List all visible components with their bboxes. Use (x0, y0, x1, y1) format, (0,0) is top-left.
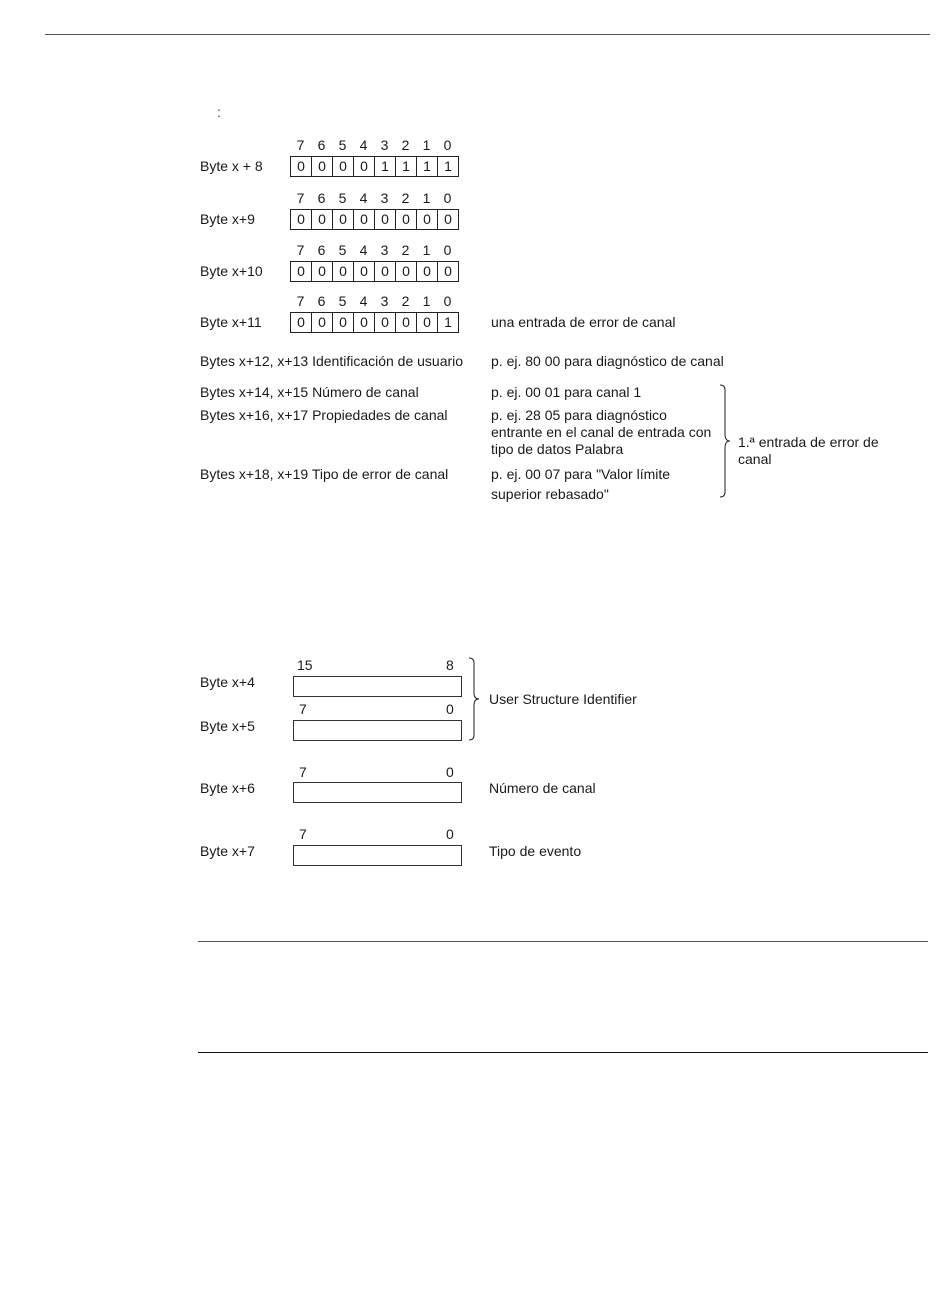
bit-cell: 1 (417, 157, 438, 176)
bit-number: 4 (359, 293, 368, 309)
bit-number: 7 (299, 701, 307, 717)
field-desc: superior rebasado" (491, 486, 609, 502)
bit-cell: 0 (291, 313, 312, 332)
byte-note: Tipo de evento (489, 843, 582, 859)
right-brace-icon (718, 384, 732, 498)
bit-header-row (290, 293, 458, 309)
bit-number: 2 (401, 190, 410, 206)
bit-number: 8 (446, 657, 454, 673)
byte-field-box (293, 676, 462, 697)
bit-grid (290, 209, 459, 230)
bit-number: 5 (338, 242, 347, 258)
field-desc: p. ej. 00 07 para "Valor límite (491, 466, 671, 482)
bit-number: 7 (296, 242, 305, 258)
bit-cell: 0 (291, 157, 312, 176)
brace-label: canal (738, 451, 772, 467)
bit-number: 3 (380, 293, 389, 309)
bit-cell: 0 (354, 313, 375, 332)
bit-number: 0 (443, 293, 452, 309)
bit-number: 2 (401, 242, 410, 258)
bit-number: 2 (401, 137, 410, 153)
bit-cell: 0 (291, 262, 312, 281)
section-divider (198, 941, 928, 942)
bit-cell: 0 (417, 262, 438, 281)
field-desc: tipo de datos Palabra (491, 441, 624, 457)
bit-number: 2 (401, 293, 410, 309)
byte-label: Byte x+10 (200, 263, 263, 279)
bit-number: 6 (317, 137, 326, 153)
bit-cell: 1 (444, 158, 452, 174)
brace-label: 1.ª entrada de error de (738, 434, 879, 450)
byte-note: una entrada de error de canal (491, 314, 676, 330)
bit-cell: 0 (417, 210, 438, 229)
bit-number: 5 (338, 293, 347, 309)
bit-grid (290, 261, 459, 282)
bit-number: 5 (338, 137, 347, 153)
field-label: Bytes x+14, x+15 Número de canal (200, 384, 419, 400)
byte-field-box (293, 720, 462, 741)
byte-field-box (293, 782, 462, 803)
bit-number: 0 (446, 701, 454, 717)
bit-number: 4 (359, 137, 368, 153)
bit-cell: 0 (333, 313, 354, 332)
byte-note: Número de canal (489, 780, 596, 796)
bit-number: 0 (443, 190, 452, 206)
bit-cell: 0 (375, 262, 396, 281)
bit-number: 5 (338, 190, 347, 206)
bit-cell: 0 (396, 210, 417, 229)
bit-number: 0 (443, 137, 452, 153)
field-desc: p. ej. 28 05 para diagnóstico (491, 407, 667, 423)
bit-cell: 1 (375, 157, 396, 176)
bit-cell: 0 (291, 210, 312, 229)
byte-field-box (293, 845, 462, 866)
brace-label: User Structure Identifier (489, 691, 637, 707)
bit-number: 1 (422, 190, 431, 206)
bit-number: 3 (380, 190, 389, 206)
byte-label: Byte x+7 (200, 843, 255, 859)
right-brace-icon (467, 657, 481, 741)
bit-cell: 0 (396, 313, 417, 332)
bit-number: 7 (299, 764, 307, 780)
byte-label: Byte x+5 (200, 718, 255, 734)
bit-number: 7 (296, 293, 305, 309)
byte-label: Byte x + 8 (200, 158, 263, 174)
bit-number: 1 (422, 137, 431, 153)
bit-number: 7 (296, 190, 305, 206)
byte-label: Byte x+4 (200, 674, 255, 690)
bit-header-row (290, 242, 458, 258)
bit-cell: 0 (333, 210, 354, 229)
field-label: Bytes x+16, x+17 Propiedades de canal (200, 407, 448, 423)
field-desc: p. ej. 00 01 para canal 1 (491, 384, 642, 400)
section-divider (198, 1052, 928, 1053)
bit-number: 15 (297, 657, 313, 673)
bit-number: 1 (422, 242, 431, 258)
bit-cell: 0 (354, 157, 375, 176)
bit-cell: 0 (375, 210, 396, 229)
byte-label: Byte x+6 (200, 780, 255, 796)
bit-cell: 0 (375, 313, 396, 332)
bit-cell: 1 (396, 157, 417, 176)
bit-cell: 0 (396, 262, 417, 281)
bit-number: 4 (359, 190, 368, 206)
bit-number: 6 (317, 293, 326, 309)
bit-number: 0 (446, 764, 454, 780)
bit-grid (290, 156, 459, 177)
bit-cell: 0 (354, 262, 375, 281)
bit-number: 1 (422, 293, 431, 309)
header-rule (45, 34, 930, 35)
byte-label: Byte x+11 (200, 314, 262, 330)
bit-number: 3 (380, 137, 389, 153)
bit-cell: 0 (312, 313, 333, 332)
field-desc: entrante en el canal de entrada con (491, 424, 712, 440)
bit-cell: 0 (312, 157, 333, 176)
bit-cell: 1 (444, 314, 452, 330)
bit-number: 7 (296, 137, 305, 153)
field-desc: p. ej. 80 00 para diagnóstico de canal (491, 353, 724, 369)
bit-cell: 0 (312, 210, 333, 229)
bit-grid (290, 312, 459, 333)
intro-colon: : (217, 104, 221, 120)
bit-number: 6 (317, 190, 326, 206)
bit-cell: 0 (417, 313, 438, 332)
bit-header-row (290, 190, 458, 206)
bit-number: 7 (299, 826, 307, 842)
bit-cell: 0 (444, 263, 452, 279)
byte-label: Byte x+9 (200, 211, 255, 227)
bit-number: 0 (443, 242, 452, 258)
bit-number: 4 (359, 242, 368, 258)
bit-cell: 0 (333, 262, 354, 281)
field-label: Bytes x+18, x+19 Tipo de error de canal (200, 466, 449, 482)
bit-cell: 0 (444, 211, 452, 227)
bit-header-row (290, 137, 458, 153)
bit-number: 0 (446, 826, 454, 842)
bit-number: 3 (380, 242, 389, 258)
bit-cell: 0 (354, 210, 375, 229)
field-label: Bytes x+12, x+13 Identificación de usuario (200, 353, 464, 369)
bit-number: 6 (317, 242, 326, 258)
bit-cell: 0 (333, 157, 354, 176)
bit-cell: 0 (312, 262, 333, 281)
